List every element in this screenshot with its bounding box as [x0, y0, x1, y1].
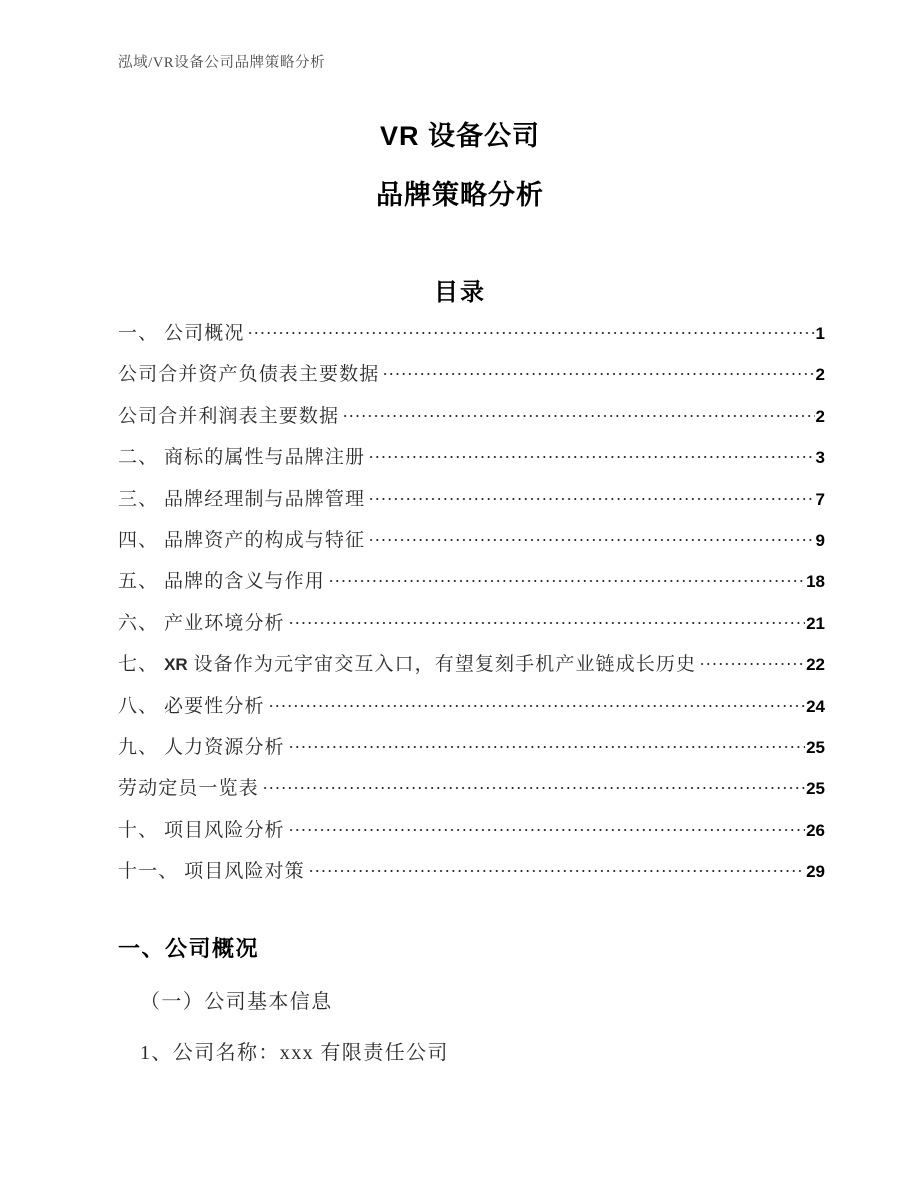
toc-dot-leader	[368, 527, 814, 546]
toc-entry-label: 六、 产业环境分析	[118, 612, 285, 634]
table-of-contents-heading: 目录	[434, 279, 486, 306]
toc-entry[interactable]	[118, 608, 825, 649]
toc-page-number: 9	[815, 530, 825, 550]
toc-entry[interactable]	[118, 566, 825, 607]
toc-entry-label: 七、 XR 设备作为元宇宙交互入口，有望复刻手机产业链成长历史	[118, 654, 697, 676]
toc-dot-leader	[382, 361, 814, 380]
toc-dot-leader	[368, 444, 814, 463]
toc-page-number: 3	[815, 448, 825, 468]
toc-page-number: 25	[806, 737, 825, 757]
toc-page-number: 22	[806, 655, 825, 675]
toc-entry[interactable]	[118, 318, 825, 359]
toc-page-number: 24	[806, 696, 825, 716]
toc-page-number: 1	[815, 324, 825, 343]
sub-heading: （一）公司基本信息	[140, 991, 333, 1014]
toc-dot-leader	[288, 610, 805, 629]
toc-entry-label: 九、 人力资源分析	[118, 736, 285, 758]
running-header: 泓域/VR设备公司品牌策略分析	[118, 55, 326, 71]
body-section	[118, 936, 825, 1065]
toc-dot-leader	[368, 486, 814, 505]
toc-dot-leader	[247, 320, 814, 339]
toc-dot-leader	[288, 817, 805, 836]
document-title-line-2: 品牌策略分析	[376, 179, 544, 210]
toc-entry[interactable]	[118, 484, 825, 525]
toc-dot-leader	[699, 651, 805, 670]
toc-entry-label: 十、 项目风险分析	[118, 819, 285, 841]
document-title-line-1: VR 设备公司	[379, 121, 540, 151]
toc-entry-label: 公司合并资产负债表主要数据	[118, 364, 380, 386]
toc-page-number: 7	[815, 489, 825, 509]
toc-entry[interactable]	[118, 691, 825, 732]
toc-entry[interactable]	[118, 359, 825, 400]
cover-title-block	[0, 122, 920, 210]
toc-entry[interactable]	[118, 525, 825, 566]
toc-entry[interactable]	[118, 649, 825, 690]
toc-dot-leader	[328, 568, 805, 587]
toc-entry-label: 四、 品牌资产的构成与特征	[118, 529, 366, 551]
toc-page-number: 21	[806, 613, 825, 633]
toc-dot-leader	[268, 693, 806, 712]
toc-dot-leader	[262, 775, 805, 794]
toc-entry-label: 劳动定员一览表	[118, 778, 259, 800]
toc-page-number: 25	[806, 779, 825, 799]
toc-entry[interactable]	[118, 856, 825, 897]
toc-page-number: 26	[806, 820, 825, 840]
toc-entry-label: 十一、 项目风险对策	[118, 861, 305, 883]
table-of-contents	[118, 318, 825, 897]
toc-dot-leader	[308, 858, 805, 877]
toc-page-number: 2	[815, 365, 825, 385]
toc-page-number: 29	[806, 862, 825, 882]
toc-entry[interactable]	[118, 442, 825, 483]
toc-entry[interactable]	[118, 815, 825, 856]
toc-page-number: 2	[815, 406, 825, 426]
toc-dot-leader	[288, 734, 805, 753]
toc-entry[interactable]	[118, 732, 825, 773]
toc-entry[interactable]	[118, 401, 825, 442]
toc-entry[interactable]	[118, 773, 825, 814]
section-heading: 一、公司概况	[118, 936, 260, 961]
body-paragraph: 1、公司名称：xxx 有限责任公司	[140, 1042, 449, 1065]
toc-entry-label: 公司合并利润表主要数据	[118, 405, 340, 427]
toc-page-number: 18	[806, 572, 825, 592]
toc-entry-label: 一、 公司概况	[118, 323, 245, 344]
toc-entry-label: 五、 品牌的含义与作用	[118, 571, 325, 593]
toc-entry-label: 二、 商标的属性与品牌注册	[118, 447, 366, 469]
toc-dot-leader	[342, 403, 814, 422]
toc-entry-label: 八、 必要性分析	[118, 695, 265, 717]
toc-entry-label: 三、 品牌经理制与品牌管理	[118, 488, 366, 510]
